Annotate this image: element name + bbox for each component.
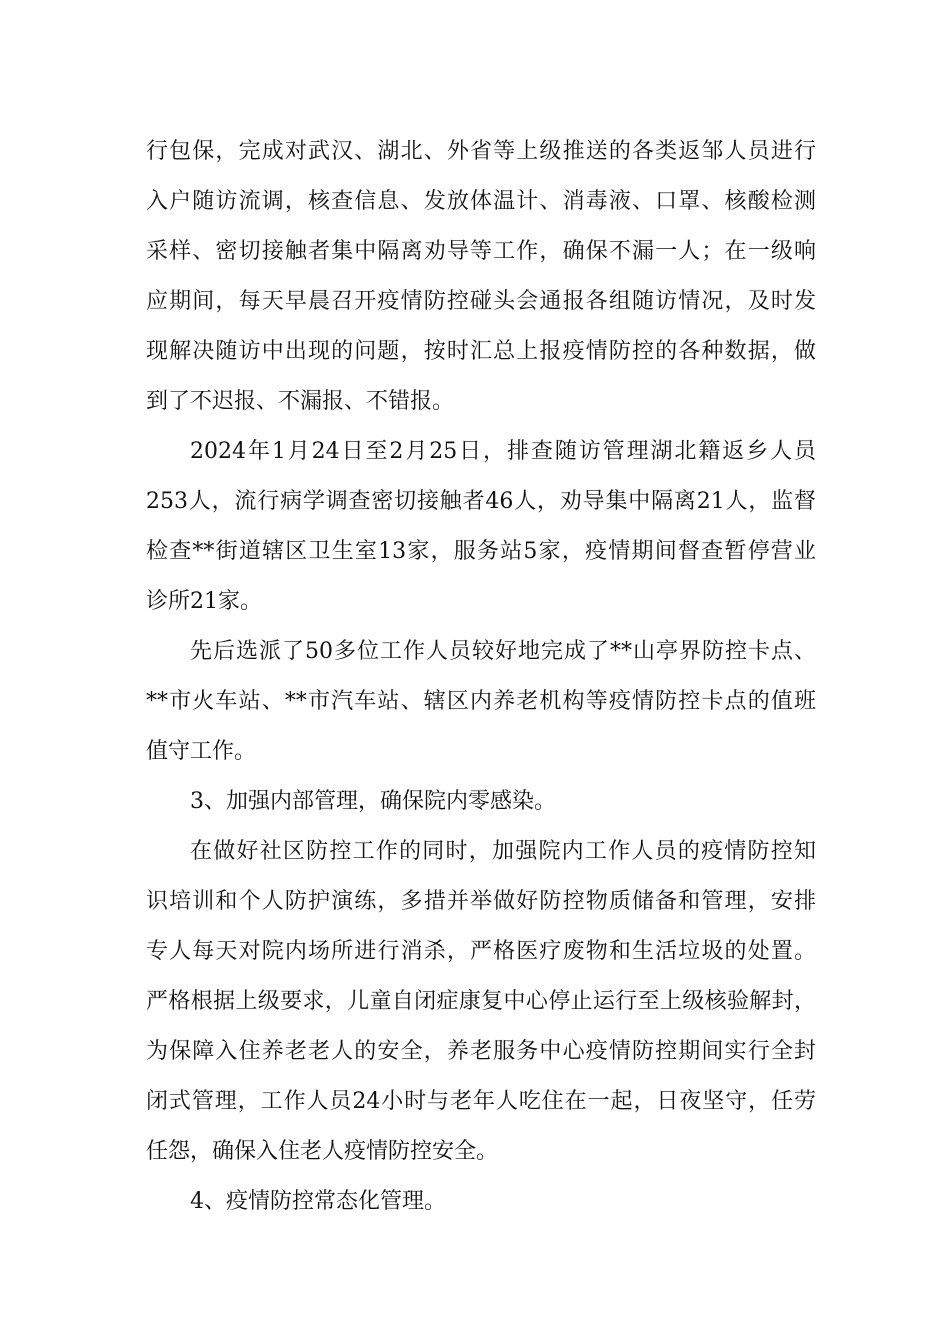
paragraph-line: 采样、密切接触者集中隔离劝导等工作，确保不漏一人；在一级响 [146,239,816,264]
paragraph-line: 专人每天对院内场所进行消杀，严格医疗废物和生活垃圾的处置。 [146,939,816,964]
paragraph-p4 [146,777,816,827]
paragraph-p3 [146,627,816,777]
paragraph-line: 诊所21家。 [146,589,262,614]
paragraph-line: 任怨，确保入住老人疫情防控安全。 [146,1139,499,1164]
paragraph-line: 入户随访流调，核查信息、发放体温计、消毒液、口罩、核酸检测 [146,189,816,214]
paragraph-line: 4、疫情防控常态化管理。 [190,1189,446,1214]
paragraph-line: **市火车站、**市汽车站、辖区内养老机构等疫情防控卡点的值班 [146,689,816,714]
paragraph-p2 [146,427,816,627]
paragraph-p1 [146,127,816,427]
paragraph-line: 行包保，完成对武汉、湖北、外省等上级推送的各类返邹人员进行 [146,139,816,164]
paragraph-line: 识培训和个人防护演练，多措并举做好防控物质储备和管理，安排 [146,889,816,914]
paragraph-line: 3、加强内部管理，确保院内零感染。 [190,789,556,814]
paragraph-line: 253人，流行病学调查密切接触者46人，劝导集中隔离21人，监督 [146,489,816,514]
paragraph-line: 到了不迟报、不漏报、不错报。 [146,389,455,414]
document-body [146,127,816,1227]
paragraph-p5 [146,827,816,1177]
paragraph-line: 在做好社区防控工作的同时，加强院内工作人员的疫情防控知 [190,839,816,864]
paragraph-line: 检查**街道辖区卫生室13家，服务站5家，疫情期间督查暂停营业 [146,539,816,564]
paragraph-line: 严格根据上级要求，儿童自闭症康复中心停止运行至上级核验解封， [146,989,816,1014]
paragraph-line: 2024年1月24日至2月25日，排查随访管理湖北籍返乡人员 [190,439,816,464]
paragraph-line: 先后选派了50多位工作人员较好地完成了**山亭界防控卡点、 [190,639,816,664]
paragraph-line: 现解决随访中出现的问题，按时汇总上报疫情防控的各种数据，做 [146,339,816,364]
paragraph-line: 应期间，每天早晨召开疫情防控碰头会通报各组随访情况，及时发 [146,289,816,314]
paragraph-p6 [146,1177,816,1227]
paragraph-line: 值守工作。 [146,739,257,764]
paragraph-line: 为保障入住养老老人的安全，养老服务中心疫情防控期间实行全封 [146,1039,816,1064]
paragraph-line: 闭式管理，工作人员24小时与老年人吃住在一起，日夜坚守，任劳 [146,1089,816,1114]
